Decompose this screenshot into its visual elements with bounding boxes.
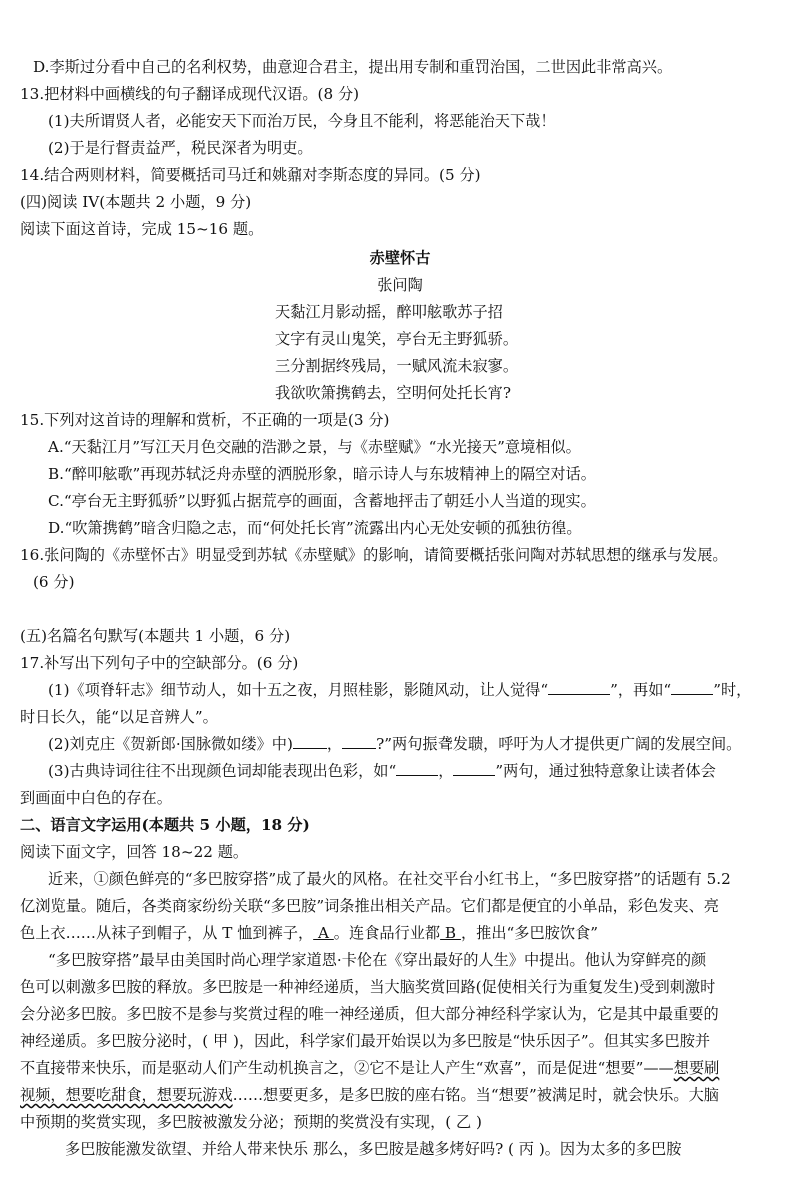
q14-question: 14.结合两则材料，简要概括司马迁和姚鼐对李斯态度的异同。(5 分) <box>20 166 481 184</box>
passage-line: 亿浏览量。随后，各类商家纷纷关联“多巴胺”词条推出相关产品。它们都是便宜的小单品，彩色发夹、亮 <box>20 897 719 915</box>
q17-2-text: ， <box>326 735 343 753</box>
wavy-underlined-text: 视频，想要吃甜食，想要玩游戏 <box>20 1086 233 1104</box>
poem-author: 张问陶 <box>377 276 423 294</box>
blank-a: A <box>313 924 334 942</box>
q12-option-d: D.李斯过分看中自己的名利权势，曲意迎合君主，提出用专制和重罚治国，二世因此非常高兴。 <box>33 58 673 76</box>
passage-line: 会分泌多巴胺。多巴胺不是参与奖赏过程的唯一神经递质，但大部分神经科学家认为，它是其中最重要的 <box>20 1005 719 1023</box>
spacer <box>0 596 800 623</box>
q17-item-2 <box>0 731 800 758</box>
q13-question: 13.把材料中画横线的句子翻译成现代汉语。(8 分) <box>20 85 360 103</box>
answer-blank[interactable] <box>548 679 610 695</box>
answer-blank[interactable] <box>293 733 327 749</box>
poem-line: 天黏江月影动摇，醉叩舷歌苏子招 <box>275 303 503 321</box>
q13-item-1: (1)夫所谓贤人者，必能安天下而治万民，今身且不能利，将恶能治天下哉！ <box>48 112 556 130</box>
section-5-heading: (五)名篇名句默写(本题共 1 小题，6 分) <box>20 627 291 645</box>
q15-option-b: B.“醉叩舷歌”再现苏轼泛舟赤壁的洒脱形象，暗示诗人与东坡精神上的隔空对话。 <box>48 465 596 483</box>
q17-item-3-cont: 到画面中白色的存在。 <box>20 789 172 807</box>
q17-question: 17.补写出下列句子中的空缺部分。(6 分) <box>20 654 299 672</box>
poem-line: 文字有灵山鬼笑，亭台无主野狐骄。 <box>275 330 518 348</box>
q15-question: 15.下列对这首诗的理解和赏析，不正确的一项是(3 分) <box>20 411 390 429</box>
answer-blank[interactable] <box>671 679 713 695</box>
q17-1-text: (1)《项脊轩志》细节动人，如十五之夜，月照桂影，影随风动，让人觉得“ <box>48 681 549 699</box>
part-2-heading: 二、语言文字运用(本题共 5 小题，18 分) <box>20 816 310 834</box>
passage-line: 中预期的奖赏实现，多巴胺被激发分泌；预期的奖赏没有实现，( 乙 ) <box>20 1113 482 1131</box>
answer-blank[interactable] <box>396 760 438 776</box>
poem-line: 三分割据终残局，一赋风流未寂寥。 <box>275 357 518 375</box>
passage-line: 色可以刺激多巴胺的释放。多巴胺是一种神经递质，当大脑奖赏回路(促使相关行为重复发生)受到刺激时 <box>20 978 716 996</box>
passage-text: 不直接带来快乐，而是驱动人们产生动机换言之，②它不是让人产生“欢喜”，而是促进“想要”—— <box>20 1059 674 1077</box>
q17-item-1 <box>0 677 800 704</box>
passage-text: 。连食品行业都 <box>333 924 441 942</box>
q16-question: 16.张问陶的《赤壁怀古》明显受到苏轼《赤壁赋》的影响，请简要概括张问陶对苏轼思想的继承与发展。 <box>20 546 728 564</box>
q17-1-text: ”，再如“ <box>610 681 672 699</box>
poem-title: 赤壁怀古 <box>369 249 431 267</box>
passage-text: ，推出“多巴胺饮食” <box>460 924 598 942</box>
q15-option-c: C.“亭台无主野狐骄”以野狐占据荒亭的画面，含蓄地抨击了朝廷小人当道的现实。 <box>48 492 596 510</box>
answer-blank[interactable] <box>342 733 376 749</box>
q17-2-text: (2)刘克庄《贺新郎·国脉微如缕》中) <box>48 735 293 753</box>
passage-text: ……想要更多，是多巴胺的座右铭。当“想要”被满足时，就会快乐。大脑 <box>232 1086 719 1104</box>
wavy-underlined-text: 想要刷 <box>673 1059 720 1077</box>
passage-line <box>0 1055 800 1082</box>
q17-item-1-cont: 时日长久，能“以足音辨人”。 <box>20 708 218 726</box>
passage-text: 色上衣……从袜子到帽子，从 T 恤到裤子， <box>20 924 314 942</box>
q17-3-text: ， <box>438 762 454 780</box>
q17-2-text: ?”两句振聋发聩，呼吁为人才提供更广阔的发展空间。 <box>376 735 742 753</box>
passage-line: 神经递质。多巴胺分泌时，( 甲 )，因此，科学家们最开始误以为多巴胺是“快乐因子”。但其实多巴胺并 <box>20 1032 711 1050</box>
passage-line: 多巴胺能激发欲望、并给人带来快乐 那么，多巴胺是越多烤好吗? ( 丙 )。因为太多的多巴胺 <box>65 1140 682 1158</box>
q17-1-text: ”时， <box>713 681 752 699</box>
blank-b: B <box>440 924 461 942</box>
q17-item-3 <box>0 758 800 785</box>
passage-line: “多巴胺穿搭”最早由美国时尚心理学家道恩·卡伦在《穿出最好的人生》中提出。他认为穿鲜亮的颜 <box>48 951 707 969</box>
section-4-heading: (四)阅读 IV(本题共 2 小题，9 分) <box>20 193 252 211</box>
passage-line <box>0 920 800 947</box>
q15-option-d: D.“吹箫携鹤”暗含归隐之志，而“何处托长宵”流露出内心无处安顿的孤独彷徨。 <box>48 519 582 537</box>
part-2-intro: 阅读下面文字，回答 18~22 题。 <box>20 843 249 861</box>
answer-blank[interactable] <box>453 760 495 776</box>
passage-line <box>0 1082 800 1109</box>
q13-item-2: (2)于是行督责益严，税民深者为明吏。 <box>48 139 313 157</box>
q17-3-text: (3)古典诗词往往不出现颜色词却能表现出色彩，如“ <box>48 762 397 780</box>
q15-option-a: A.“天黏江月”写江天月色交融的浩渺之景，与《赤壁赋》“水光接天”意境相似。 <box>48 438 581 456</box>
section-4-intro: 阅读下面这首诗，完成 15~16 题。 <box>20 220 264 238</box>
poem-line: 我欲吹箫携鹤去，空明何处托长宵? <box>275 384 511 402</box>
passage-line: 近来，①颜色鲜亮的“多巴胺穿搭”成了最火的风格。在社交平台小红书上，“多巴胺穿搭”的话题有 5.2 <box>48 870 731 888</box>
q17-3-text: ”两句，通过独特意象让读者体会 <box>495 762 716 780</box>
q16-score: (6 分) <box>33 573 75 591</box>
